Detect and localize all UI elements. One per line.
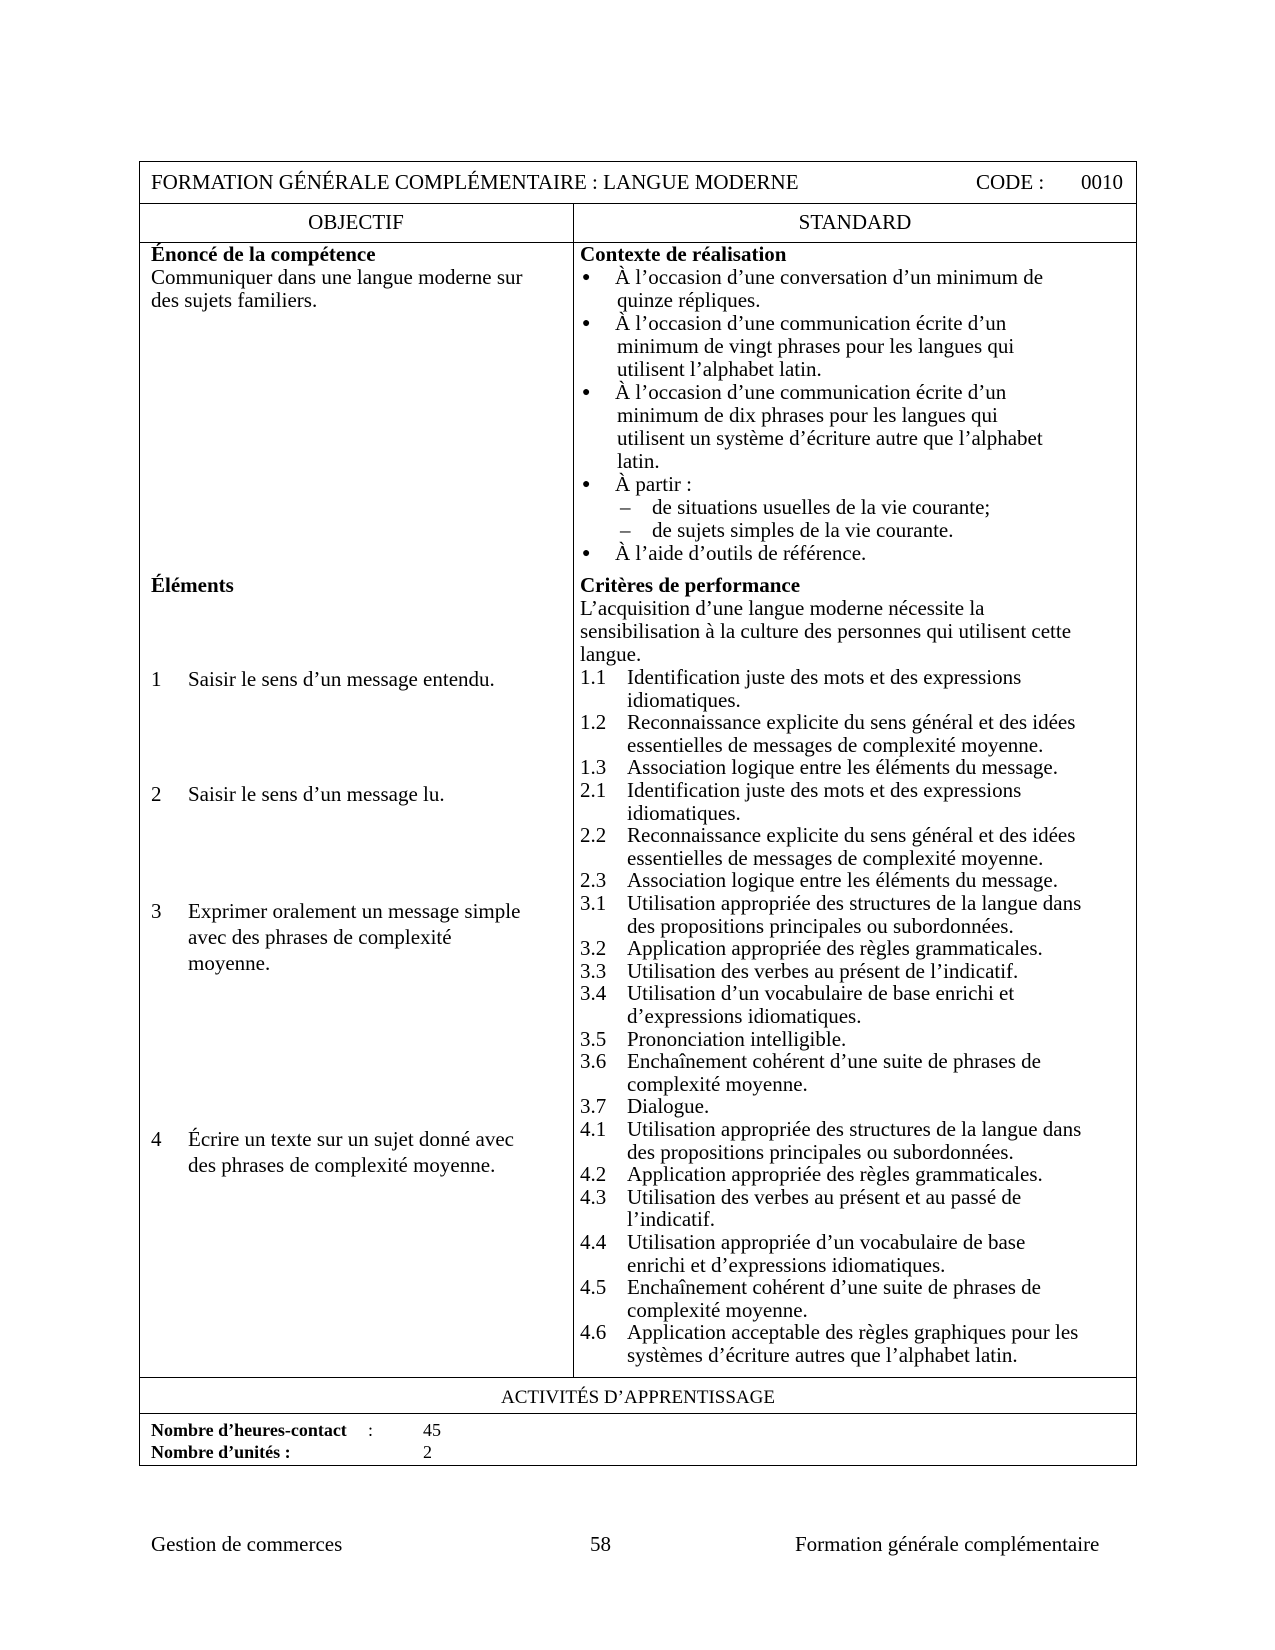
divider: [139, 1377, 1137, 1378]
criterion-text: Utilisation d’un vocabulaire de base enrichi et: [627, 981, 1015, 1006]
contexte-heading: Contexte de réalisation: [580, 242, 787, 266]
criterion-text: essentielles de messages de complexité moyenne.: [627, 845, 1044, 870]
criterion-number: 4.2: [580, 1162, 607, 1187]
element-number: 1: [151, 667, 162, 691]
code-value: 0010: [1081, 170, 1123, 194]
contexte-item: minimum de vingt phrases pour les langues qui: [617, 334, 1015, 358]
element-text: des phrases de complexité moyenne.: [188, 1153, 496, 1177]
bullet-icon: ●: [582, 546, 591, 561]
element-text: Saisir le sens d’un message entendu.: [188, 667, 495, 691]
bullet-icon: ●: [582, 477, 591, 492]
page-number: 58: [590, 1532, 611, 1556]
criterion-text: Enchaînement cohérent d’une suite de phrases de: [627, 1049, 1042, 1074]
contexte-subitem: de sujets simples de la vie courante.: [652, 518, 954, 542]
criteres-intro: langue.: [580, 642, 642, 666]
criterion-text: d’expressions idiomatiques.: [627, 1004, 862, 1028]
criterion-number: 3.4: [580, 981, 607, 1006]
bullet-icon: ●: [582, 316, 591, 331]
criterion-text: Application appropriée des règles grammaticales.: [627, 1162, 1043, 1187]
code-label: CODE :: [976, 170, 1045, 194]
criterion-text: Application appropriée des règles grammaticales.: [627, 936, 1043, 961]
criterion-text: enrichi et d’expressions idiomatiques.: [627, 1252, 946, 1277]
contexte-item: À l’aide d’outils de référence.: [615, 541, 867, 565]
criterion-text: Association logique entre les éléments du message.: [627, 868, 1058, 893]
heures-label: Nombre d’heures-contact: [151, 1420, 347, 1440]
divider: [139, 1413, 1137, 1414]
criterion-number: 4.5: [580, 1275, 607, 1300]
criterion-number: 4.1: [580, 1117, 607, 1141]
contexte-item: utilisent un système d’écriture autre que l’alphabet: [617, 426, 1043, 450]
criterion-number: 3.6: [580, 1049, 607, 1074]
contexte-item: À l’occasion d’une communication écrite d’un: [615, 380, 1007, 404]
criterion-text: Identification juste des mots et des expressions: [627, 665, 1022, 689]
criterion-text: Enchaînement cohérent d’une suite de phrases de: [627, 1275, 1042, 1300]
contexte-item: minimum de dix phrases pour les langues qui: [617, 403, 998, 427]
criterion-text: idiomatiques.: [627, 800, 741, 825]
criterion-text: Identification juste des mots et des expressions: [627, 778, 1022, 802]
criteres-heading: Critères de performance: [580, 573, 801, 597]
column-header-objectif: OBJECTIF: [308, 210, 404, 234]
contexte-item: utilisent l’alphabet latin.: [617, 357, 822, 381]
criterion-text: Reconnaissance explicite du sens général et des idées: [627, 710, 1076, 735]
criterion-text: des propositions principales ou subordonnées.: [627, 913, 1014, 938]
element-text: Écrire un texte sur un sujet donné avec: [188, 1127, 514, 1151]
criteres-intro: L’acquisition d’une langue moderne nécessite la: [580, 596, 985, 620]
dash-icon: –: [620, 518, 631, 542]
contexte-item: quinze répliques.: [617, 288, 761, 312]
contexte-item: À l’occasion d’une conversation d’un minimum de: [615, 265, 1044, 289]
divider: [139, 203, 1137, 204]
criterion-number: 2.2: [580, 823, 607, 848]
criterion-text: l’indicatif.: [627, 1207, 716, 1232]
element-text: avec des phrases de complexité: [188, 925, 452, 949]
element-number: 4: [151, 1127, 162, 1151]
criterion-text: Reconnaissance explicite du sens général et des idées: [627, 823, 1076, 848]
criterion-number: 4.4: [580, 1230, 607, 1254]
criterion-number: 3.2: [580, 936, 607, 961]
criterion-text: essentielles de messages de complexité moyenne.: [627, 732, 1044, 757]
criterion-text: complexité moyenne.: [627, 1297, 808, 1322]
dash-icon: –: [620, 495, 631, 519]
bullet-icon: ●: [582, 270, 591, 285]
unites-label: Nombre d’unités :: [151, 1442, 291, 1462]
criterion-number: 1.2: [580, 710, 607, 735]
footer-right: Formation générale complémentaire: [795, 1532, 1100, 1556]
criterion-text: Utilisation appropriée des structures de la langue dans: [627, 1117, 1082, 1141]
criterion-text: Utilisation des verbes au présent de l’indicatif.: [627, 958, 1019, 983]
criterion-number: 4.6: [580, 1320, 607, 1345]
column-divider: [573, 203, 574, 1377]
contexte-subitem: de situations usuelles de la vie courante;: [652, 495, 991, 519]
table-title: FORMATION GÉNÉRALE COMPLÉMENTAIRE : LANGUE MODERNE: [151, 170, 799, 194]
column-header-standard: STANDARD: [798, 210, 912, 234]
criterion-text: Utilisation appropriée d’un vocabulaire de base: [627, 1230, 1026, 1254]
criterion-text: Utilisation appropriée des structures de la langue dans: [627, 891, 1082, 915]
contexte-item: À l’occasion d’une communication écrite d’un: [615, 311, 1007, 335]
criterion-number: 3.5: [580, 1026, 607, 1051]
criterion-number: 2.1: [580, 778, 607, 802]
element-text: Exprimer oralement un message simple: [188, 899, 521, 923]
elements-heading: Éléments: [151, 573, 234, 597]
element-text: Saisir le sens d’un message lu.: [188, 782, 445, 806]
element-number: 2: [151, 782, 162, 806]
criteres-intro: sensibilisation à la culture des personnes qui utilisent cette: [580, 619, 1072, 643]
criterion-text: des propositions principales ou subordonnées.: [627, 1139, 1014, 1164]
criterion-number: 3.7: [580, 1094, 607, 1119]
criterion-number: 4.3: [580, 1184, 607, 1209]
element-text: moyenne.: [188, 951, 271, 975]
criterion-number: 1.1: [580, 665, 607, 689]
criterion-text: Application acceptable des règles graphiques pour les: [627, 1320, 1079, 1345]
criterion-number: 3.1: [580, 891, 607, 915]
contexte-item: latin.: [617, 449, 660, 473]
enonce-text: des sujets familiers.: [151, 288, 318, 312]
criterion-text: complexité moyenne.: [627, 1071, 808, 1096]
criterion-text: Utilisation des verbes au présent et au passé de: [627, 1184, 1022, 1209]
criterion-text: Dialogue.: [627, 1094, 710, 1119]
footer-left: Gestion de commerces: [151, 1532, 343, 1556]
criterion-text: Association logique entre les éléments du message.: [627, 755, 1058, 780]
criterion-number: 1.3: [580, 755, 607, 780]
element-number: 3: [151, 899, 162, 923]
contexte-item: À partir :: [615, 472, 692, 496]
criterion-number: 2.3: [580, 868, 607, 893]
criterion-text: Prononciation intelligible.: [627, 1026, 847, 1051]
activites-heading: ACTIVITÉS D’APPRENTISSAGE: [501, 1387, 775, 1408]
enonce-heading: Énoncé de la compétence: [151, 242, 376, 266]
unites-value: 2: [423, 1442, 432, 1462]
heures-separator: :: [368, 1420, 374, 1440]
criterion-text: idiomatiques.: [627, 687, 741, 712]
heures-value: 45: [423, 1420, 441, 1440]
criterion-number: 3.3: [580, 958, 607, 983]
bullet-icon: ●: [582, 385, 591, 400]
criterion-text: systèmes d’écriture autres que l’alphabet latin.: [627, 1343, 1018, 1367]
enonce-text: Communiquer dans une langue moderne sur: [151, 265, 523, 289]
